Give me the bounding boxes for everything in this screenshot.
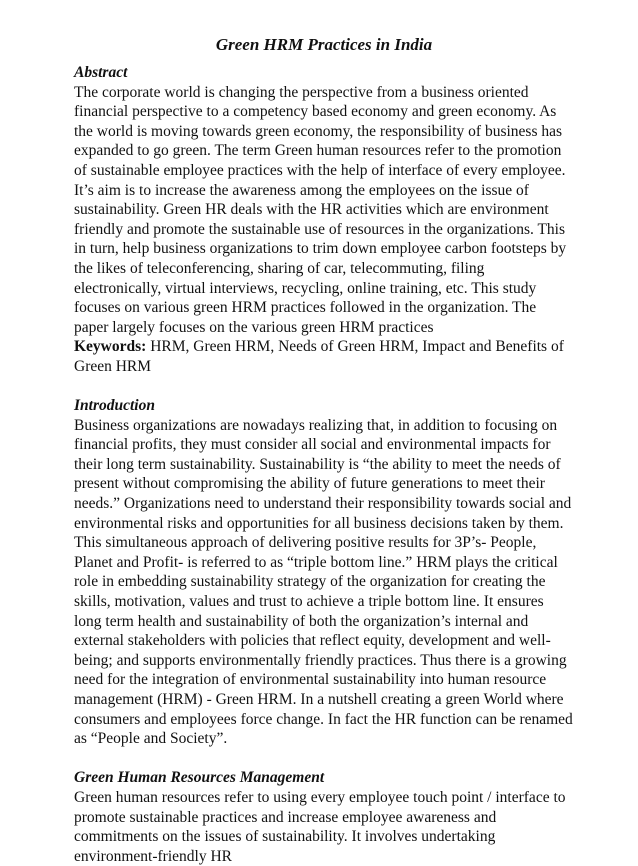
paper-title: Green HRM Practices in India — [215, 35, 433, 54]
section-spacer — [74, 377, 574, 397]
document-page — [74, 34, 574, 866]
section-spacer — [74, 749, 574, 769]
green-hrm-text: Green human resources refer to using every employee touch point / interface to promote sustainable practices and increase employee awareness and commitments on the issues of sustainability. It involves undertaking environment-friendly HR — [74, 788, 566, 865]
green-hrm-heading: Green Human Resources Management — [74, 769, 325, 787]
abstract-heading: Abstract — [74, 64, 128, 81]
keywords-line — [74, 337, 574, 376]
keywords-label: Keywords: — [74, 338, 147, 356]
keywords-text: HRM, Green HRM, Needs of Green HRM, Impact and Benefits of Green HRM — [74, 338, 564, 375]
abstract-text: The corporate world is changing the perspective from a business oriented financial perspective to a competency based economy and green economy. As the world is moving towards green economy, the responsibility of business has expanded to go green. The term Green human resources refer to the promotion of sustainable employee practices with the help of interface of every employee. It’s aim is to increase the awareness among the employees on the issue of sustainability. Green HR deals with the HR activities which are environment friendly and promote the sustainable use of resources in the organizations. This in turn, help business organizations to trim down employee carbon footsteps by the likes of teleconferencing, sharing of car, telecommuting, filing electronically, virtual interviews, recycling, online training, etc. This study focuses on various green HRM practices followed in the organization. The paper largely focuses on the various green HRM practices — [74, 83, 567, 336]
introduction-text: Business organizations are nowadays realizing that, in addition to focusing on financial profits, they must consider all social and environmental impacts for their long term sustainability. Sustainability is “the ability to meet the needs of present without compromising the ability of future generations to meet their needs.” Organizations need to understand their responsibility towards social and environmental risks and opportunities for all business decisions taken by them. This simultaneous approach of delivering positive results for 3P’s- People, Planet and Profit- is referred to as “triple bottom line.” HRM plays the critical role in embedding sustainability strategy of the organization for creating the skills, motivation, values and trust to achieve a triple bottom line. It ensures long term health and sustainability of both the organization’s internal and external stakeholders with policies that reflect equity, development and well- being; and supports environmentally friendly practices. Thus there is a growing need for the integration of environmental sustainability into human resource management (HRM) - Green HRM. In a nutshell creating a green World where consumers and employees force change. In fact the HR function can be renamed as “People and Society”. — [74, 416, 573, 748]
introduction-heading: Introduction — [74, 397, 155, 415]
